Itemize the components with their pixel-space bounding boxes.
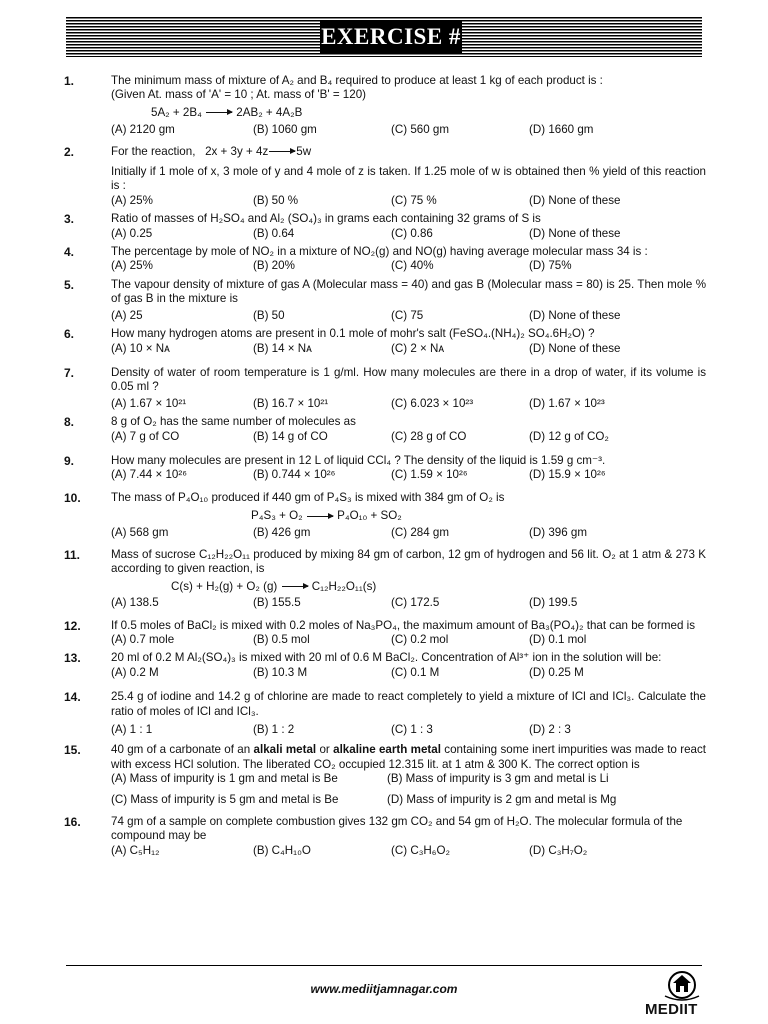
- options-row: [111, 259, 706, 273]
- arrow-icon: [282, 586, 308, 587]
- options-row: [111, 309, 706, 323]
- question-text: Initially if 1 mole of x, 3 mole of y and 4 mole of z is taken. If 1.25 mole of w is obtained then % yield of this reaction is :: [111, 165, 706, 193]
- option-c[interactable]: (C) C₃H₆O₂: [391, 843, 450, 857]
- option-c[interactable]: (C) 1.59 × 10²⁶: [391, 468, 468, 482]
- question-number: 12.: [64, 618, 81, 633]
- option-d[interactable]: (D) 15.9 × 10²⁶: [529, 468, 606, 482]
- options-row: [111, 123, 706, 137]
- option-b[interactable]: (B) 14 g of CO: [253, 429, 328, 443]
- reaction-equation: C(s) + H₂(g) + O₂ (g) C₁₂H₂₂O₁₁(s): [171, 579, 377, 593]
- option-d[interactable]: (D) 1.67 × 10²³: [529, 396, 605, 410]
- options-row: [111, 844, 706, 858]
- reaction-equation: 2x + 3y + 4z 5w: [205, 144, 312, 158]
- option-a[interactable]: (A) 0.7 mole: [111, 633, 175, 646]
- question-text: 8 g of O₂ has the same number of molecules as: [111, 415, 356, 429]
- question-13: [0, 651, 768, 680]
- option-a[interactable]: (A) 568 gm: [111, 525, 169, 539]
- question-3: [0, 212, 768, 241]
- option-b[interactable]: (B) Mass of impurity is 3 gm and metal is Li: [387, 772, 609, 786]
- question-number: 16.: [64, 815, 81, 830]
- footer-divider: [66, 965, 702, 966]
- question-7: [0, 366, 768, 411]
- option-d[interactable]: (D) C₃H₇O₂: [529, 843, 588, 857]
- option-c[interactable]: (C) Mass of impurity is 5 gm and metal is Be: [111, 792, 339, 806]
- option-a[interactable]: (A) 25: [111, 308, 143, 322]
- option-a[interactable]: (A) Mass of impurity is 1 gm and metal is Be: [111, 772, 338, 786]
- question-16: [0, 815, 768, 858]
- option-d[interactable]: (D) 12 g of CO₂: [529, 429, 609, 443]
- option-c[interactable]: (C) 40%: [391, 259, 434, 273]
- option-c[interactable]: (C) 6.023 × 10²³: [391, 396, 474, 410]
- option-b[interactable]: (B) 426 gm: [253, 525, 311, 539]
- question-12: [0, 619, 768, 648]
- reaction-equation: P₄S₃ + O₂ P₄O₁₀ + SO₂: [251, 509, 402, 523]
- option-d[interactable]: (D) None of these: [529, 226, 621, 240]
- option-b[interactable]: (B) 1 : 2: [253, 723, 295, 737]
- question-11: [0, 548, 768, 611]
- option-b[interactable]: (B) 0.5 mol: [253, 633, 310, 646]
- option-a[interactable]: (A) 10 × Nᴀ: [111, 341, 170, 355]
- question-9: [0, 454, 768, 483]
- option-d[interactable]: (D) Mass of impurity is 2 gm and metal is Mg: [387, 792, 617, 806]
- question-text: 20 ml of 0.2 M Al₂(SO₄)₃ is mixed with 20 ml of 0.6 M BaCl₂. Concentration of Al³⁺ ion in the solution will be:: [111, 651, 662, 665]
- question-text: If 0.5 moles of BaCl₂ is mixed with 0.2 moles of Na₃PO₄, the maximum amount of Ba₃(PO₄)₂ that can be formed is: [111, 618, 695, 632]
- arrow-icon: [269, 151, 295, 152]
- options-row: [111, 793, 706, 807]
- question-number: 7.: [64, 365, 75, 380]
- question-text: The vapour density of mixture of gas A (Molecular mass = 40) and gas B (Molecular mass = 80) is 25. Then mole % of gas B in the mixture is: [111, 277, 706, 306]
- question-8: [0, 415, 768, 444]
- question-text: The percentage by mole of NO₂ in a mixture of NO₂(g) and NO(g) having average molecular mass 34 is :: [111, 245, 648, 259]
- question-number: 9.: [64, 453, 75, 468]
- option-d[interactable]: (D) 199.5: [529, 596, 578, 610]
- question-text: Mass of sucrose C₁₂H₂₂O₁₁ produced by mixing 84 gm of carbon, 12 gm of hydrogen and 56 lit. O₂ at 1 atm & 273 K according to given reaction, is: [111, 547, 706, 576]
- question-text: The mass of P₄O₁₀ produced if 440 gm of P₄S₃ is mixed with 384 gm of O₂ is: [111, 490, 505, 504]
- question-number: 3.: [64, 212, 75, 227]
- option-b[interactable]: (B) 14 × Nᴀ: [253, 341, 312, 355]
- option-b[interactable]: (B) 0.744 × 10²⁶: [253, 468, 336, 482]
- options-row: [111, 666, 706, 680]
- option-b[interactable]: (B) 50: [253, 308, 285, 322]
- option-c[interactable]: (C) 75 %: [391, 193, 437, 207]
- question-list: [0, 60, 768, 858]
- option-d[interactable]: (D) 75%: [529, 259, 572, 273]
- question-number: 15.: [64, 743, 81, 758]
- question-number: 2.: [64, 144, 75, 159]
- option-a[interactable]: (A) 138.5: [111, 596, 159, 610]
- question-text: 25.4 g of iodine and 14.2 g of chlorine are made to react completely to yield a mixture of ICl and ICl₃. Calculate the ratio of moles of ICl and ICl₃.: [111, 690, 706, 718]
- question-2: [0, 145, 768, 209]
- options-row: [111, 526, 706, 540]
- option-d[interactable]: (D) 396 gm: [529, 525, 587, 539]
- question-text: 40 gm of a carbonate of an alkali metal or alkaline earth metal containing some inert impurities was made to react with excess HCl solution. The liberated CO₂ occupied 12.315 lit. at 1 atm & 300 K. The correct option is: [111, 743, 706, 771]
- option-b[interactable]: (B) C₄H₁₀O: [253, 843, 311, 857]
- question-text: How many hydrogen atoms are present in 0.1 mole of mohr's salt (FeSO₄.(NH₄)₂ SO₄.6H₂O) ?: [111, 327, 595, 341]
- option-b[interactable]: (B) 10.3 M: [253, 665, 308, 679]
- footer-website[interactable]: www.mediitjamnagar.com: [310, 982, 458, 996]
- option-c[interactable]: (C) 75: [391, 308, 424, 322]
- logo-wordmark: MEDIIT: [645, 1001, 698, 1018]
- question-15: [0, 743, 768, 807]
- option-b[interactable]: (B) 16.7 × 10²¹: [253, 396, 329, 410]
- question-10: [0, 491, 768, 540]
- options-row: [111, 194, 706, 208]
- question-1: [0, 74, 768, 138]
- option-a[interactable]: (A) 7 g of CO: [111, 429, 180, 443]
- option-d[interactable]: (D) None of these: [529, 193, 621, 207]
- option-a[interactable]: (A) 25%: [111, 193, 153, 207]
- options-row: [111, 430, 706, 444]
- question-number: 5.: [64, 277, 75, 292]
- option-d[interactable]: (D) 0.25 M: [529, 665, 584, 679]
- options-row: [111, 397, 706, 411]
- option-c[interactable]: (C) 560 gm: [391, 123, 449, 137]
- arrow-icon: [206, 112, 232, 113]
- options-row: [111, 633, 706, 647]
- option-d[interactable]: (D) 2 : 3: [529, 723, 571, 737]
- option-c[interactable]: (C) 2 × Nᴀ: [391, 341, 445, 355]
- question-number: 1.: [64, 74, 75, 88]
- option-a[interactable]: (A) 1 : 1: [111, 723, 153, 737]
- question-number: 11.: [64, 547, 81, 562]
- question-4: [0, 245, 768, 274]
- question-text: How many molecules are present in 12 L of liquid CCl₄ ? The density of the liquid is 1.59 g cm⁻³.: [111, 453, 606, 467]
- options-row: [111, 596, 706, 610]
- option-c[interactable]: (C) 0.86: [391, 226, 433, 240]
- question-note: (Given At. mass of 'A' = 10 ; At. mass of 'B' = 120): [111, 88, 367, 102]
- option-a[interactable]: (A) 25%: [111, 259, 153, 273]
- options-row: [111, 227, 706, 241]
- option-a[interactable]: (A) 0.2 M: [111, 665, 159, 679]
- question-number: 14.: [64, 690, 81, 705]
- question-text: Ratio of masses of H₂SO₄ and Al₂ (SO₄)₃ in grams each containing 32 grams of S is: [111, 212, 541, 226]
- option-c[interactable]: (C) 0.1 M: [391, 665, 440, 679]
- option-c[interactable]: (C) 28 g of CO: [391, 429, 467, 443]
- question-number: 4.: [64, 245, 75, 260]
- question-text: 74 gm of a sample on complete combustion gives 132 gm CO₂ and 54 gm of H₂O. The molecular formula of the compound may be: [111, 815, 683, 843]
- option-a[interactable]: (A) 7.44 × 10²⁶: [111, 468, 187, 482]
- option-b[interactable]: (B) 1060 gm: [253, 123, 317, 137]
- option-b[interactable]: (B) 0.64: [253, 226, 295, 240]
- option-d[interactable]: (D) None of these: [529, 341, 621, 355]
- option-d[interactable]: (D) 1660 gm: [529, 123, 594, 137]
- reaction-equation: 5A₂ + 2B₄ 2AB₂ + 4A₂B: [151, 105, 303, 119]
- arrow-icon: [307, 516, 333, 517]
- option-b[interactable]: (B) 155.5: [253, 596, 301, 610]
- question-number: 8.: [64, 415, 75, 430]
- question-number: 10.: [64, 490, 81, 505]
- question-text: Density of water of room temperature is 1 g/ml. How many molecules are there in a drop of water, if its volume is 0.05 ml ?: [111, 365, 706, 394]
- option-c[interactable]: (C) 0.2 mol: [391, 633, 449, 646]
- options-row: [111, 468, 706, 482]
- option-a[interactable]: (A) C₅H₁₂: [111, 843, 160, 857]
- question-5: [0, 278, 768, 323]
- option-a[interactable]: (A) 0.25: [111, 226, 153, 240]
- page-title: EXERCISE # 1: [320, 21, 462, 53]
- options-row: [111, 772, 706, 786]
- question-6: [0, 327, 768, 356]
- question-number: 6.: [64, 327, 75, 342]
- option-d[interactable]: (D) 0.1 mol: [529, 633, 587, 646]
- question-text: The minimum mass of mixture of A₂ and B₄ required to produce at least 1 kg of each product is :: [111, 74, 603, 87]
- option-c[interactable]: (C) 1 : 3: [391, 723, 433, 737]
- option-c[interactable]: (C) 172.5: [391, 596, 440, 610]
- question-14: [0, 690, 768, 737]
- option-b[interactable]: (B) 50 %: [253, 193, 299, 207]
- question-number: 13.: [64, 651, 81, 666]
- option-c[interactable]: (C) 284 gm: [391, 525, 449, 539]
- option-d[interactable]: (D) None of these: [529, 308, 621, 322]
- reaction-line: For the reaction, 2x + 3y + 4z 5w: [111, 144, 312, 158]
- options-row: [111, 342, 706, 356]
- options-row: [111, 723, 706, 737]
- option-a[interactable]: (A) 2120 gm: [111, 123, 175, 137]
- option-b[interactable]: (B) 20%: [253, 259, 295, 273]
- option-a[interactable]: (A) 1.67 × 10²¹: [111, 396, 187, 410]
